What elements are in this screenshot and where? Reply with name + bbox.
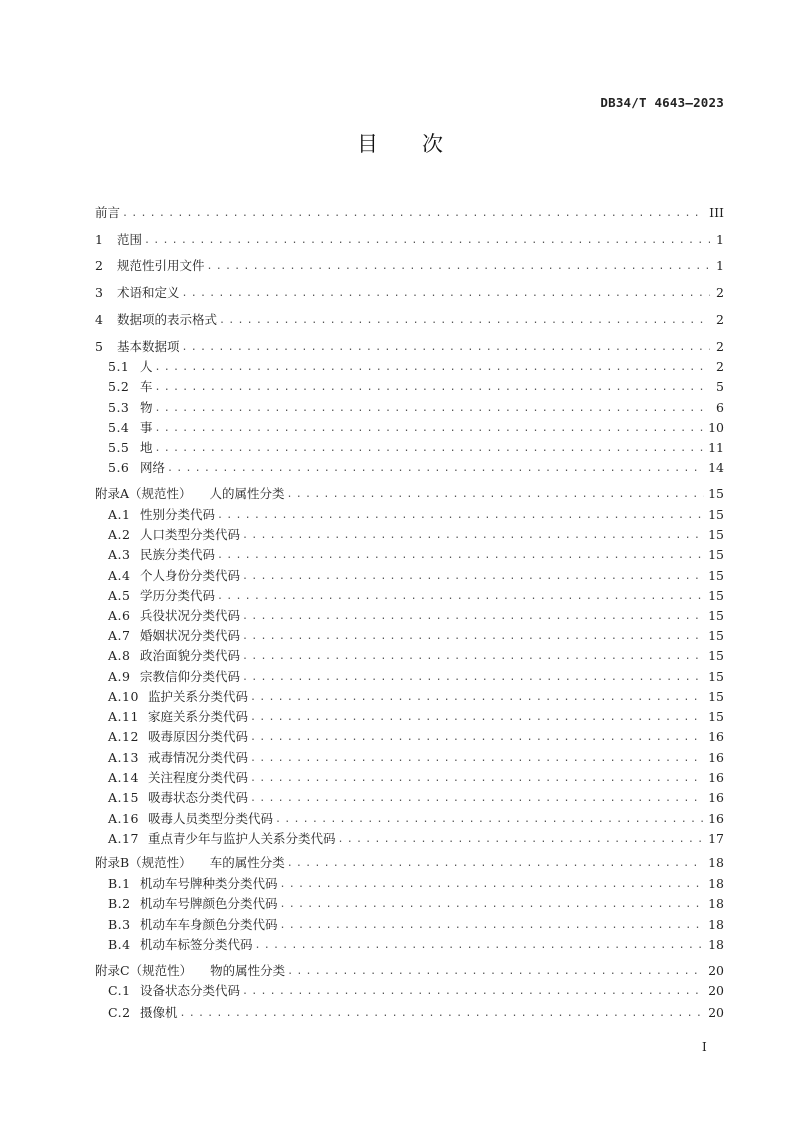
toc-entry-page: 20 <box>708 983 724 998</box>
toc-entry-number: 5.5 <box>108 440 130 455</box>
toc-entry[interactable] <box>95 204 724 222</box>
dot-leader <box>182 340 710 356</box>
toc-entry-label: 重点青少年与监护人关系分类代码 <box>148 831 336 846</box>
standard-code: DB34/T 4643—2023 <box>600 95 724 110</box>
toc-entry[interactable] <box>108 567 724 585</box>
toc-entry-number: 2 <box>95 258 103 273</box>
dot-leader <box>242 528 704 544</box>
dot-leader <box>242 569 704 585</box>
dot-leader <box>250 690 704 706</box>
toc-entry[interactable] <box>108 1004 724 1022</box>
toc-entry[interactable] <box>108 789 724 807</box>
toc-entry-page: 16 <box>708 729 724 744</box>
toc-entry-number: A.10 <box>108 689 139 704</box>
toc-entry[interactable] <box>108 378 724 396</box>
toc-entry-page: 15 <box>708 507 724 522</box>
toc-entry-page: 18 <box>708 917 724 932</box>
dot-leader <box>167 461 704 477</box>
toc-entry-number: A.2 <box>108 527 131 542</box>
toc-entry-page: 15 <box>708 709 724 724</box>
toc-entry-number: 5.1 <box>108 359 130 374</box>
toc-entry-label: 摄像机 <box>140 1005 178 1020</box>
toc-entry[interactable] <box>108 587 724 605</box>
toc-entry-page: 11 <box>708 440 724 455</box>
toc-entry-label: 个人身份分类代码 <box>140 568 241 583</box>
toc-entry[interactable] <box>108 647 724 665</box>
title-char-2: 次 <box>422 132 443 156</box>
dot-leader <box>155 421 705 437</box>
toc-entry-number: A.17 <box>108 831 139 846</box>
toc-entry[interactable] <box>108 708 724 726</box>
toc-entry-number: A.15 <box>108 790 139 805</box>
toc-entry-page: 2 <box>716 312 724 327</box>
toc-entry-number: A.14 <box>108 770 139 785</box>
toc-entry-number: B.1 <box>108 876 131 891</box>
toc-entry-page: 15 <box>708 669 724 684</box>
toc-entry[interactable] <box>95 284 724 302</box>
dot-leader <box>219 313 710 329</box>
toc-entry-label: 车的属性分类 <box>209 855 285 870</box>
toc-entry-page: 15 <box>708 527 724 542</box>
toc-entry-label: 吸毒状态分类代码 <box>148 790 249 805</box>
toc-entry[interactable] <box>108 749 724 767</box>
toc-entry-label: 监护关系分类代码 <box>148 689 249 704</box>
dot-leader <box>242 609 704 625</box>
toc-entry-page: 2 <box>716 285 724 300</box>
toc-entry[interactable] <box>108 607 724 625</box>
toc-entry[interactable] <box>108 358 724 376</box>
toc-entry-label: 机动车号牌颜色分类代码 <box>140 896 278 911</box>
toc-entry-label: 网络 <box>140 460 166 475</box>
toc-entry-page: 15 <box>708 588 724 603</box>
toc-entry-page: III <box>709 205 724 220</box>
toc-entry-number: 5.4 <box>108 420 130 435</box>
toc-entry-page: 5 <box>716 379 724 394</box>
dot-leader <box>180 1006 705 1022</box>
toc-entry-label: 事 <box>140 420 153 435</box>
toc-entry[interactable] <box>108 936 724 954</box>
dot-leader <box>250 791 704 807</box>
toc-entry-label: 吸毒原因分类代码 <box>148 729 249 744</box>
dot-leader <box>275 812 704 828</box>
toc-entry-label: 关注程度分类代码 <box>148 770 249 785</box>
toc-entry[interactable] <box>108 688 724 706</box>
toc-entry-label: 前言 <box>95 205 121 220</box>
dot-leader <box>250 751 704 767</box>
dot-leader <box>122 206 705 222</box>
toc-entry[interactable] <box>95 962 724 980</box>
toc-entry-page: 20 <box>708 963 724 978</box>
toc-entry-label: 机动车号牌种类分类代码 <box>140 876 278 891</box>
title-char-1: 目 <box>357 132 378 156</box>
toc-entry-label: 婚姻状况分类代码 <box>140 628 241 643</box>
toc-entry[interactable] <box>108 875 724 893</box>
toc-entry[interactable] <box>95 854 724 872</box>
dot-leader <box>338 832 705 848</box>
toc-entry-page: 16 <box>708 811 724 826</box>
toc-entry-page: 2 <box>716 359 724 374</box>
toc-entry-number: B.3 <box>108 917 131 932</box>
toc-entry-number: C.1 <box>108 983 131 998</box>
toc-entry-number: A.13 <box>108 750 139 765</box>
toc-entry-page: 15 <box>708 689 724 704</box>
toc-entry-page: 15 <box>708 648 724 663</box>
toc-entry[interactable] <box>108 982 724 1000</box>
toc-entry-page: 15 <box>708 628 724 643</box>
toc-entry[interactable] <box>108 728 724 746</box>
dot-leader <box>155 401 710 417</box>
toc-entry[interactable] <box>108 459 724 477</box>
toc-entry-number: A.11 <box>108 709 139 724</box>
toc-entry-label: 戒毒情况分类代码 <box>148 750 249 765</box>
toc-entry-page: 17 <box>708 831 724 846</box>
toc-entry-page: 2 <box>716 339 724 354</box>
toc-entry-number: A.16 <box>108 811 139 826</box>
toc-entry[interactable] <box>95 485 724 503</box>
toc-entry-number: 附录B（规范性） <box>95 855 192 870</box>
toc-entry-page: 20 <box>708 1005 724 1020</box>
toc-entry[interactable] <box>108 506 724 524</box>
toc-entry[interactable] <box>108 668 724 686</box>
toc-entry[interactable] <box>108 419 724 437</box>
dot-leader <box>207 259 710 275</box>
dot-leader <box>217 548 704 564</box>
dot-leader <box>242 670 704 686</box>
toc-entry-number: B.4 <box>108 937 131 952</box>
dot-leader <box>287 964 704 980</box>
dot-leader <box>155 441 705 457</box>
toc-entry-number: A.3 <box>108 547 131 562</box>
toc-entry[interactable] <box>95 257 724 275</box>
toc-entry-label: 设备状态分类代码 <box>140 983 241 998</box>
toc-entry-label: 数据项的表示格式 <box>117 312 218 327</box>
toc-entry[interactable] <box>108 810 724 828</box>
toc-entry-number: A.12 <box>108 729 139 744</box>
toc-entry-number: A.1 <box>108 507 131 522</box>
toc-entry-label: 学历分类代码 <box>140 588 216 603</box>
toc-entry-page: 18 <box>708 855 724 870</box>
toc-entry[interactable] <box>108 399 724 417</box>
dot-leader <box>242 629 704 645</box>
toc-entry-label: 车 <box>140 379 153 394</box>
toc-entry-number: A.4 <box>108 568 131 583</box>
toc-entry-label: 人的属性分类 <box>209 486 285 501</box>
dot-leader <box>250 771 704 787</box>
dot-leader <box>242 649 704 665</box>
dot-leader <box>217 589 704 605</box>
toc-entry-label: 宗教信仰分类代码 <box>140 669 241 684</box>
toc-entry-page: 15 <box>708 486 724 501</box>
dot-leader <box>280 897 705 913</box>
toc-entry-page: 15 <box>708 568 724 583</box>
toc-entry-label: 家庭关系分类代码 <box>148 709 249 724</box>
toc-entry[interactable] <box>95 338 724 356</box>
dot-leader <box>182 286 710 302</box>
toc-entry-number: 附录C（规范性） <box>95 963 193 978</box>
page-number: I <box>702 1040 707 1054</box>
toc-entry-label: 政治面貌分类代码 <box>140 648 241 663</box>
toc-entry-label: 范围 <box>117 232 143 247</box>
dot-leader <box>280 918 705 934</box>
toc-entry-number: 5.6 <box>108 460 130 475</box>
toc-entry-label: 物的属性分类 <box>210 963 286 978</box>
toc-entry[interactable] <box>108 546 724 564</box>
toc-entry-number: 5.3 <box>108 400 130 415</box>
toc-entry-number: A.6 <box>108 608 131 623</box>
toc-entry-label: 机动车标签分类代码 <box>140 937 253 952</box>
toc-entry[interactable] <box>108 769 724 787</box>
toc-entry-number: A.8 <box>108 648 131 663</box>
toc-entry-number: A.7 <box>108 628 131 643</box>
toc-entry-page: 18 <box>708 896 724 911</box>
toc-entry[interactable] <box>108 895 724 913</box>
toc-entry-page: 1 <box>716 258 724 273</box>
toc-entry-label: 民族分类代码 <box>140 547 216 562</box>
toc-entry-number: 5.2 <box>108 379 130 394</box>
toc-entry-label: 基本数据项 <box>117 339 180 354</box>
toc-entry-page: 10 <box>708 420 724 435</box>
toc-entry-page: 16 <box>708 790 724 805</box>
toc-entry[interactable] <box>108 526 724 544</box>
toc-entry-label: 人 <box>140 359 153 374</box>
toc-entry-label: 兵役状况分类代码 <box>140 608 241 623</box>
toc-entry-page: 15 <box>708 608 724 623</box>
toc-entry[interactable] <box>95 311 724 329</box>
dot-leader <box>155 380 710 396</box>
toc-entry-number: 3 <box>95 285 103 300</box>
toc-entry-page: 6 <box>716 400 724 415</box>
toc-entry-page: 1 <box>716 232 724 247</box>
toc-entry-label: 物 <box>140 400 153 415</box>
dot-leader <box>242 984 704 1000</box>
toc-entry-page: 16 <box>708 770 724 785</box>
toc-entry-number: A.5 <box>108 588 131 603</box>
toc-entry-label: 机动车车身颜色分类代码 <box>140 917 278 932</box>
toc-entry-number: 附录A（规范性） <box>95 486 192 501</box>
toc-entry-label: 地 <box>140 440 153 455</box>
toc-entry-label: 术语和定义 <box>117 285 180 300</box>
dot-leader <box>287 487 705 503</box>
dot-leader <box>287 856 704 872</box>
toc-entry-page: 18 <box>708 876 724 891</box>
dot-leader <box>250 710 704 726</box>
toc-entry[interactable] <box>108 439 724 457</box>
toc-entry-label: 吸毒人员类型分类代码 <box>148 811 274 826</box>
toc-entry-number: 4 <box>95 312 103 327</box>
toc-entry-page: 18 <box>708 937 724 952</box>
toc-entry-number: A.9 <box>108 669 131 684</box>
toc-entry-page: 15 <box>708 547 724 562</box>
page-title <box>0 128 800 158</box>
toc-entry[interactable] <box>95 231 724 249</box>
toc-entry-page: 16 <box>708 750 724 765</box>
toc-entry-label: 人口类型分类代码 <box>140 527 241 542</box>
toc-entry[interactable] <box>108 916 724 934</box>
dot-leader <box>217 508 704 524</box>
toc-entry-number: C.2 <box>108 1005 131 1020</box>
toc-entry-number: 1 <box>95 232 103 247</box>
toc-entry-number: B.2 <box>108 896 131 911</box>
dot-leader <box>280 877 705 893</box>
dot-leader <box>250 730 704 746</box>
toc-entry-label: 性别分类代码 <box>140 507 216 522</box>
toc-entry-page: 14 <box>708 460 724 475</box>
dot-leader <box>255 938 705 954</box>
toc-entry[interactable] <box>108 627 724 645</box>
dot-leader <box>144 233 710 249</box>
toc-entry-number: 5 <box>95 339 103 354</box>
dot-leader <box>155 360 710 376</box>
toc-entry[interactable] <box>108 830 724 848</box>
toc-entry-label: 规范性引用文件 <box>117 258 205 273</box>
